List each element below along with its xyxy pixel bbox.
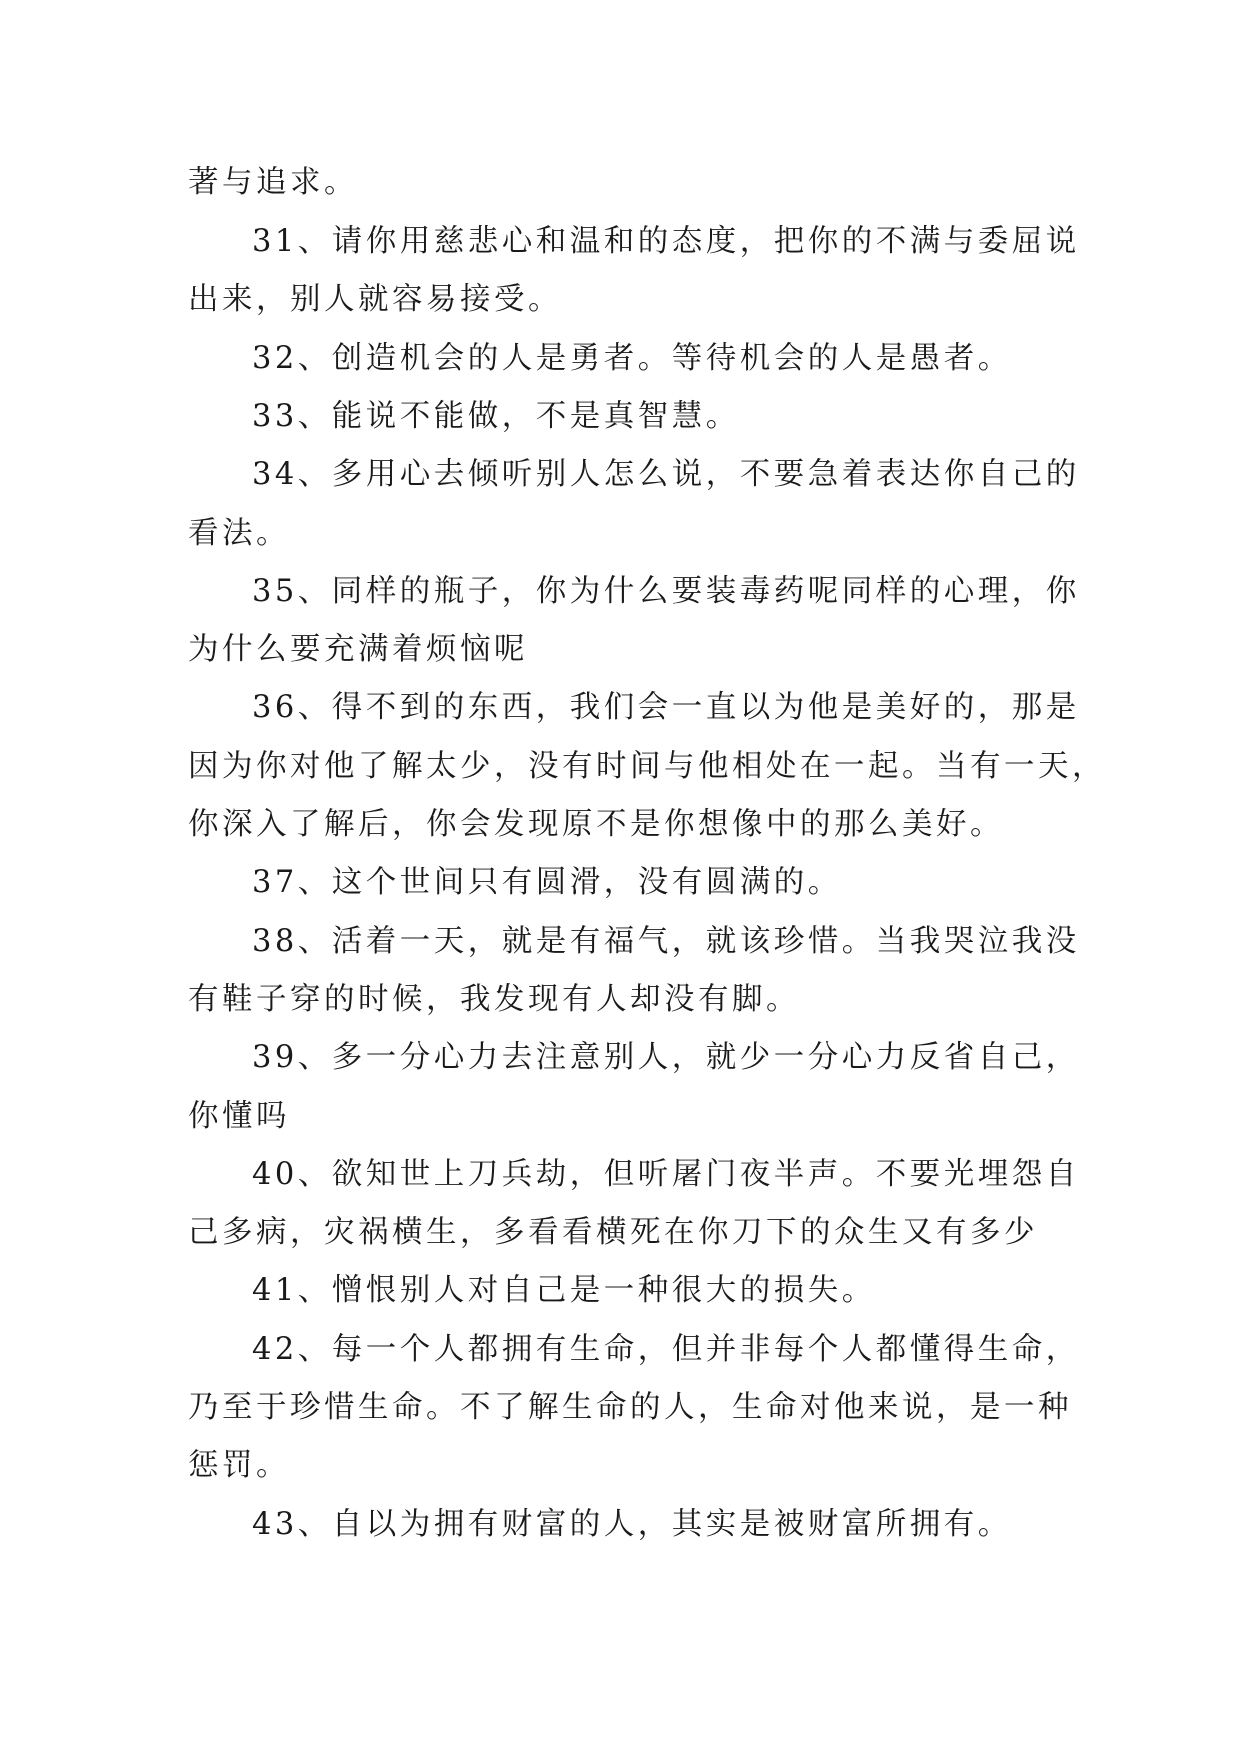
text-line: 你懂吗 (188, 1099, 290, 1134)
text-line: 乃至于珍惜生命。不了解生命的人，生命对他来说，是一种 (188, 1390, 1072, 1425)
text-line: 36、得不到的东西，我们会一直以为他是美好的，那是 (252, 690, 1080, 725)
text-line: 看法。 (188, 516, 290, 551)
text-line: 35、同样的瓶子，你为什么要装毒药呢同样的心理，你 (252, 574, 1080, 609)
text-line: 有鞋子穿的时候，我发现有人却没有脚。 (188, 982, 800, 1017)
text-line: 41、憎恨别人对自己是一种很大的损失。 (252, 1273, 876, 1308)
text-line: 出来，别人就容易接受。 (188, 282, 562, 317)
text-line: 33、能说不能做，不是真智慧。 (252, 399, 740, 434)
text-line: 31、请你用慈悲心和温和的态度，把你的不满与委屈说 (252, 224, 1080, 259)
text-line: 37、这个世间只有圆滑，没有圆满的。 (252, 865, 842, 900)
text-line: 著与追求。 (188, 165, 358, 200)
text-line: 惩罚。 (188, 1448, 290, 1483)
text-line: 32、创造机会的人是勇者。等待机会的人是愚者。 (252, 341, 1012, 376)
text-line: 你深入了解后，你会发现原不是你想像中的那么美好。 (188, 807, 1004, 842)
text-line: 42、每一个人都拥有生命，但并非每个人都懂得生命， (252, 1332, 1080, 1367)
text-line: 39、多一分心力去注意别人，就少一分心力反省自己， (252, 1040, 1080, 1075)
text-line: 为什么要充满着烦恼呢 (188, 632, 528, 667)
text-line: 38、活着一天，就是有福气，就该珍惜。当我哭泣我没 (252, 924, 1080, 959)
text-line: 己多病，灾祸横生，多看看横死在你刀下的众生又有多少 (188, 1215, 1038, 1250)
text-line: 40、欲知世上刀兵劫，但听屠门夜半声。不要光埋怨自 (252, 1157, 1080, 1192)
text-line: 因为你对他了解太少，没有时间与他相处在一起。当有一天， (188, 749, 1106, 784)
text-line: 43、自以为拥有财富的人，其实是被财富所拥有。 (252, 1507, 1012, 1542)
text-line: 34、多用心去倾听别人怎么说，不要急着表达你自己的 (252, 457, 1080, 492)
